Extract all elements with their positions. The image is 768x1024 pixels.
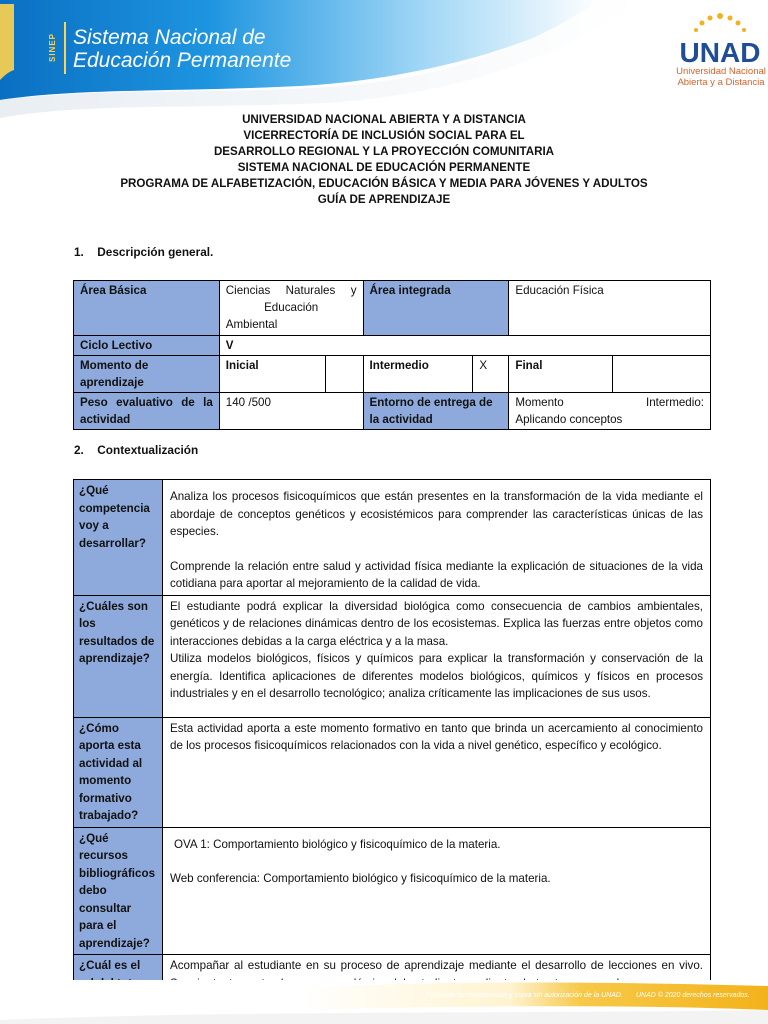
entorno-line1: Momento Intermedio: (515, 396, 704, 409)
area-basica-label: Área Básica (74, 281, 220, 336)
entorno-line2: Aplicando conceptos (515, 413, 623, 426)
system-title-line1: Sistema Nacional de (73, 26, 266, 49)
question-cell: ¿Qué competencia voy a desarrollar? (74, 480, 163, 596)
answer-paragraph: El estudiante podrá explicar la diversidad biológica como consecuencia de cambios ambientales, genéticos y de relaciones dinámicas dentro de los ecosistemas. Explica las fuerzas entre objetos como interacciones debidas a la carga eléctrica y a la masa. (170, 599, 703, 648)
title-line: DESARROLLO REGIONAL Y LA PROYECCIÓN COMUNITARIA (213, 145, 555, 158)
contextualization-table (73, 479, 711, 995)
title-line: PROGRAMA DE ALFABETIZACIÓN, EDUCACIÓN BÁSICA Y MEDIA PARA JÓVENES Y ADULTOS (120, 177, 648, 190)
answer-paragraph: Web conferencia: Comportamiento biológico y fisicoquímico de la materia. (170, 872, 551, 885)
momento-intermedio-mark: X (473, 356, 509, 393)
section-2-heading (74, 443, 198, 457)
title-line: SISTEMA NACIONAL DE EDUCACIÓN PERMANENTE (237, 161, 531, 174)
section-number: 2. (74, 443, 84, 457)
document-titles (0, 112, 768, 208)
entorno-value (509, 393, 711, 430)
ciclo-label: Ciclo Lectivo (74, 336, 220, 356)
momento-final: Final (509, 356, 613, 393)
answer-cell (163, 595, 711, 717)
sinep-divider (64, 22, 66, 74)
system-title (73, 26, 291, 72)
area-basica-line1: Ciencias Naturales y (225, 284, 357, 297)
section-title: Contextualización (97, 443, 199, 457)
peso-label: Peso evaluativo de la actividad (74, 393, 220, 430)
question-cell: ¿Cuál es el (74, 955, 163, 995)
answer-cell (163, 480, 711, 596)
answer-paragraph: OVA 1: Comportamiento biológico y fisicoquímico de la materia. (174, 837, 501, 851)
footer-copyright-notice: Prohibida su reproducción y copia sin autorización de la UNAD. (426, 992, 623, 999)
footer-band (0, 980, 768, 1024)
section-1-heading (74, 245, 213, 259)
answer-paragraph: Utiliza modelos biológicos, físicos y químicos para explicar la transformación y conservación de la energía. Identifica aplicaciones de diferentes modelos biológicos, químicos y físicos en procesos industriales y en el desarrollo tecnológico; analiza críticamente las implicaciones de sus usos. (170, 652, 703, 700)
answer-paragraph: Esta actividad aporta a este momento formativo en tanto que brinda un acercamiento al conocimiento de los procesos fisicoquímicos relacionados con la vida a nivel genético, específico y ecológico. (170, 721, 703, 752)
momento-inicial-mark (325, 356, 363, 393)
peso-value: 140 /500 (219, 393, 363, 430)
question-cell: ¿Cuáles son los resultados de aprendizaje? (74, 595, 163, 717)
momento-intermedio: Intermedio (363, 356, 473, 393)
area-basica-line2: Educación (264, 301, 319, 314)
sinep-tag: SINEP (48, 32, 57, 62)
footer-rights: UNAD © 2020 derechos reservados. (636, 992, 750, 999)
area-integrada-label: Área integrada (363, 281, 509, 336)
logo-letters: UNAD (679, 37, 761, 68)
answer-paragraph: Analiza los procesos fisicoquímicos que están presentes en la transformación de la vida mediante el abordaje de conceptos genéticos y ecosistémicos para comprender las características únicas de las especies. (170, 490, 703, 538)
title-line: VICERRECTORÍA DE INCLUSIÓN SOCIAL PARA EL (243, 129, 525, 142)
answer-paragraph: Comprende la relación entre salud y actividad física mediante la explicación de situaciones de la vida cotidiana para aportar al mejoramiento de la calidad de vida. (170, 559, 703, 590)
system-title-line2: Educación Permanente (73, 49, 292, 72)
title-line: UNIVERSIDAD NACIONAL ABIERTA Y A DISTANCIA (242, 113, 526, 126)
question-cell: ¿Cómo aporta esta actividad al momento formativo trabajado? (74, 717, 163, 827)
header-banner (0, 0, 768, 118)
answer-paragraph: Acompañar al estudiante en su proceso de aprendizaje mediante el desarrollo de lecciones en vivo. (170, 959, 703, 972)
question-cell: ¿Qué recursos bibliográficos debo consultar para el aprendizaje? (74, 827, 163, 955)
logo-caption (676, 66, 766, 88)
momento-final-mark (613, 356, 711, 393)
momento-label: Momento de aprendizaje (74, 356, 220, 393)
section-number: 1. (74, 245, 84, 259)
title-line: GUÍA DE APRENDIZAJE (317, 193, 451, 206)
answer-cell (163, 717, 711, 827)
answer-cell (163, 827, 711, 955)
section-title: Descripción general. (97, 245, 214, 259)
ciclo-value: V (219, 336, 710, 356)
area-integrada-value: Educación Física (509, 281, 711, 336)
logo-caption-line2: Abierta y a Distancia (677, 77, 765, 88)
entorno-label: Entorno de entrega de la actividad (363, 393, 509, 430)
momento-inicial: Inicial (219, 356, 325, 393)
logo-caption-line1: Universidad Nacional (676, 66, 766, 77)
area-basica-value (219, 281, 363, 336)
general-description-table (73, 280, 711, 430)
area-basica-line3: Ambiental (225, 318, 278, 331)
